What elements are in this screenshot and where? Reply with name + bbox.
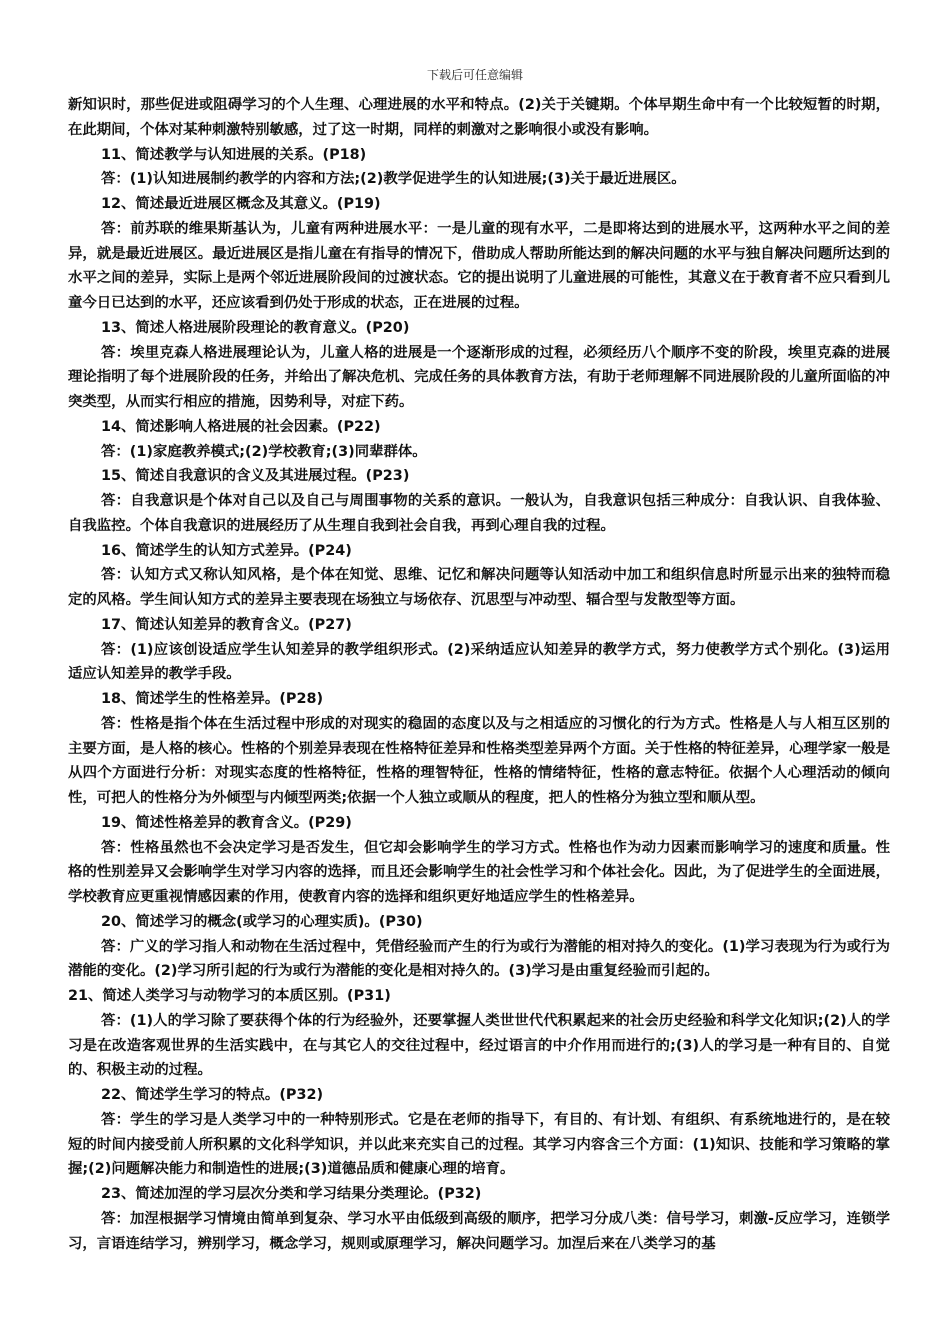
answer-paragraph: 答：埃里克森人格进展理论认为，儿童人格的进展是一个逐渐形成的过程，必须经历八个顺序不变的阶段，埃里克森的进展理论指明了每个进展阶段的任务，并给出了解决危机、完成任务的具体教育方法，有助于老师理解不同进展阶段的儿童所面临的冲突类型，从而实行相应的措施，因势利导，对症下药。 xyxy=(68,344,890,410)
question-heading: 23、简述加涅的学习层次分类和学习结果分类理论。(P32) xyxy=(101,1186,482,1202)
document-body xyxy=(68,93,890,1256)
answer-paragraph: 答：性格虽然也不会决定学习是否发生，但它却会影响学生的学习方式。性格也作为动力因素而影响学习的速度和质量。性格的性别差异又会影响学生对学习内容的选择，而且还会影响学生的社会性学习和个体社会化。因此，为了促进学生的全面进展，学校教育应更重视情感因素的作用，使教育内容的选择和组织更好地适应学生的性格差异。 xyxy=(68,839,890,905)
answer-paragraph: 答：认知方式又称认知风格，是个体在知觉、思维、记忆和解决问题等认知活动中加工和组织信息时所显示出来的独特而稳定的风格。学生间认知方式的差异主要表现在场独立与场依存、沉思型与冲动型、辐合型与发散型等方面。 xyxy=(68,567,890,608)
question-heading: 12、简述最近进展区概念及其意义。(P19) xyxy=(101,196,381,212)
answer-paragraph: 答：性格是指个体在生活过程中形成的对现实的稳固的态度以及与之相适应的习惯化的行为方式。性格是人与人相互区别的主要方面，是人格的核心。性格的个别差异表现在性格特征差异和性格类型差异两个方面。关于性格的特征差异，心理学家一般是从四个方面进行分析：对现实态度的性格特征，性格的理智特征，性格的情绪特征，性格的意志特征。依据个人心理活动的倾向性，可把人的性格分为外倾型与内倾型两类;依据一个人独立或顺从的程度，把人的性格分为独立型和顺从型。 xyxy=(68,715,890,806)
question-heading: 19、简述性格差异的教育含义。(P29) xyxy=(101,814,352,831)
question-heading: 15、简述自我意识的含义及其进展过程。(P23) xyxy=(101,468,410,485)
continuation-paragraph: 新知识时，那些促进或阻碍学习的个人生理、心理进展的水平和特点。(2)关于关键期。个体早期生命中有一个比较短暂的时期，在此期间，个体对某种刺激特别敏感，过了这一时期，同样的刺激对之影响很小或没有影响。 xyxy=(68,97,890,138)
question-heading: 11、简述教学与认知进展的关系。(P18) xyxy=(101,146,367,163)
question-heading: 14、简述影响人格进展的社会因素。(P22) xyxy=(101,418,381,435)
question-heading: 17、简述认知差异的教育含义。(P27) xyxy=(101,616,352,633)
question-heading: 22、简述学生学习的特点。(P32) xyxy=(101,1087,324,1103)
answer-paragraph: 答：学生的学习是人类学习中的一种特别形式。它是在老师的指导下，有目的、有计划、有组织、有系统地进行的，是在较短的时间内接受前人所积累的文化科学知识，并以此来充实自己的过程。其学习内容含三个方面：(1)知识、技能和学习策略的掌握;(2)问题解决能力和制造性的进展;(3)道德品质和健康心理的培育。 xyxy=(68,1111,890,1178)
question-heading: 20、简述学习的概念(或学习的心理实质)。(P30) xyxy=(101,913,423,930)
question-heading: 16、简述学生的认知方式差异。(P24) xyxy=(101,542,352,559)
answer-paragraph: 答：广义的学习指人和动物在生活过程中，凭借经验而产生的行为或行为潜能的相对持久的变化。(1)学习表现为行为或行为潜能的变化。(2)学习所引起的行为或行为潜能的变化是相对持久的。(3)学习是由重复经验而引起的。 xyxy=(68,938,890,980)
answer-paragraph: 答：(1)人的学习除了要获得个体的行为经验外，还要掌握人类世世代代积累起来的社会历史经验和科学文化知识;(2)人的学习是在改造客观世界的生活实践中，在与其它人的交往过程中，经过语言的中介作用而进行的;(3)人的学习是一种有目的、自觉的、积极主动的过程。 xyxy=(68,1012,890,1079)
answer-paragraph: 答：(1)家庭教养模式;(2)学校教育;(3)同辈群体。 xyxy=(101,443,427,460)
question-heading: 21、简述人类学习与动物学习的本质区别。(P31) xyxy=(68,988,391,1004)
page-header: 下载后可任意编辑 xyxy=(426,68,523,82)
answer-paragraph: 答：前苏联的维果斯基认为，儿童有两种进展水平：一是儿童的现有水平，二是即将达到的进展水平，这两种水平之间的差异，就是最近进展区。最近进展区是指儿童在有指导的情况下，借助成人帮助所能达到的解决问题的水平与独自解决问题所达到的水平之间的差异，实际上是两个邻近进展阶段间的过渡状态。它的提出说明了儿童进展的可能性，其意义在于教育者不应只看到儿童今日已达到的水平，还应该看到仍处于形成的状态，正在进展的过程。 xyxy=(68,220,890,311)
answer-paragraph: 答：(1)应该创设适应学生认知差异的教学组织形式。(2)采纳适应认知差异的教学方式，努力使教学方式个别化。(3)运用适应认知差异的教学手段。 xyxy=(68,641,890,683)
answer-paragraph: 答：(1)认知进展制约教学的内容和方法;(2)教学促进学生的认知进展;(3)关于最近进展区。 xyxy=(101,171,686,188)
answer-paragraph: 答：自我意识是个体对自己以及自己与周围事物的关系的意识。一般认为，自我意识包括三种成分：自我认识、自我体验、自我监控。个体自我意识的进展经历了从生理自我到社会自我，再到心理自我的过程。 xyxy=(68,493,890,534)
question-heading: 13、简述人格进展阶段理论的教育意义。(P20) xyxy=(101,319,410,336)
answer-paragraph: 答：加涅根据学习情境由简单到复杂、学习水平由低级到高级的顺序，把学习分成八类：信号学习，刺激-反应学习，连锁学习，言语连结学习，辨别学习，概念学习，规则或原理学习，解决问题学习。加涅后来在八类学习的基 xyxy=(68,1210,890,1252)
question-heading: 18、简述学生的性格差异。(P28) xyxy=(101,691,324,707)
